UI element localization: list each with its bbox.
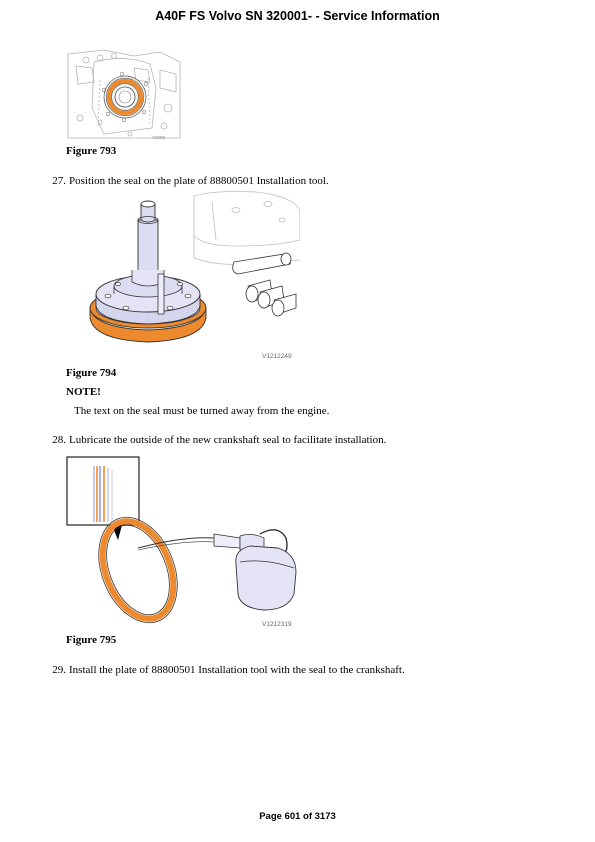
figure-794-caption: Figure 794 xyxy=(66,367,117,379)
step-27-number: 27. xyxy=(52,175,66,187)
note-text: The text on the seal must be turned away from the engine. xyxy=(74,405,330,417)
step-29-number: 29. xyxy=(52,664,66,676)
figure-795-caption: Figure 795 xyxy=(66,634,117,646)
figure-793-illustration xyxy=(64,48,182,142)
page-header: A40F FS Volvo SN 320001- - Service Information xyxy=(155,9,440,23)
figure-794-illustration xyxy=(86,190,300,362)
page-footer: Page 601 of 3173 xyxy=(259,811,336,822)
step-28-text: Lubricate the outside of the new crankshaft seal to facilitate installation. xyxy=(69,434,387,446)
step-28-number: 28. xyxy=(52,434,66,446)
figure-793-caption: Figure 793 xyxy=(66,145,117,157)
step-28 xyxy=(49,434,386,446)
figure-793-code: V0098 xyxy=(152,135,166,140)
step-29 xyxy=(49,664,405,676)
figure-794-code: V1212249 xyxy=(262,353,292,360)
step-27 xyxy=(49,175,329,187)
step-29-text: Install the plate of 88800501 Installation tool with the seal to the crankshaft. xyxy=(69,664,405,676)
figure-795-code: V1212319 xyxy=(262,621,292,628)
figure-795-illustration xyxy=(64,454,302,632)
step-27-text: Position the seal on the plate of 88800501 Installation tool. xyxy=(69,175,329,187)
note-label: NOTE! xyxy=(66,386,101,398)
